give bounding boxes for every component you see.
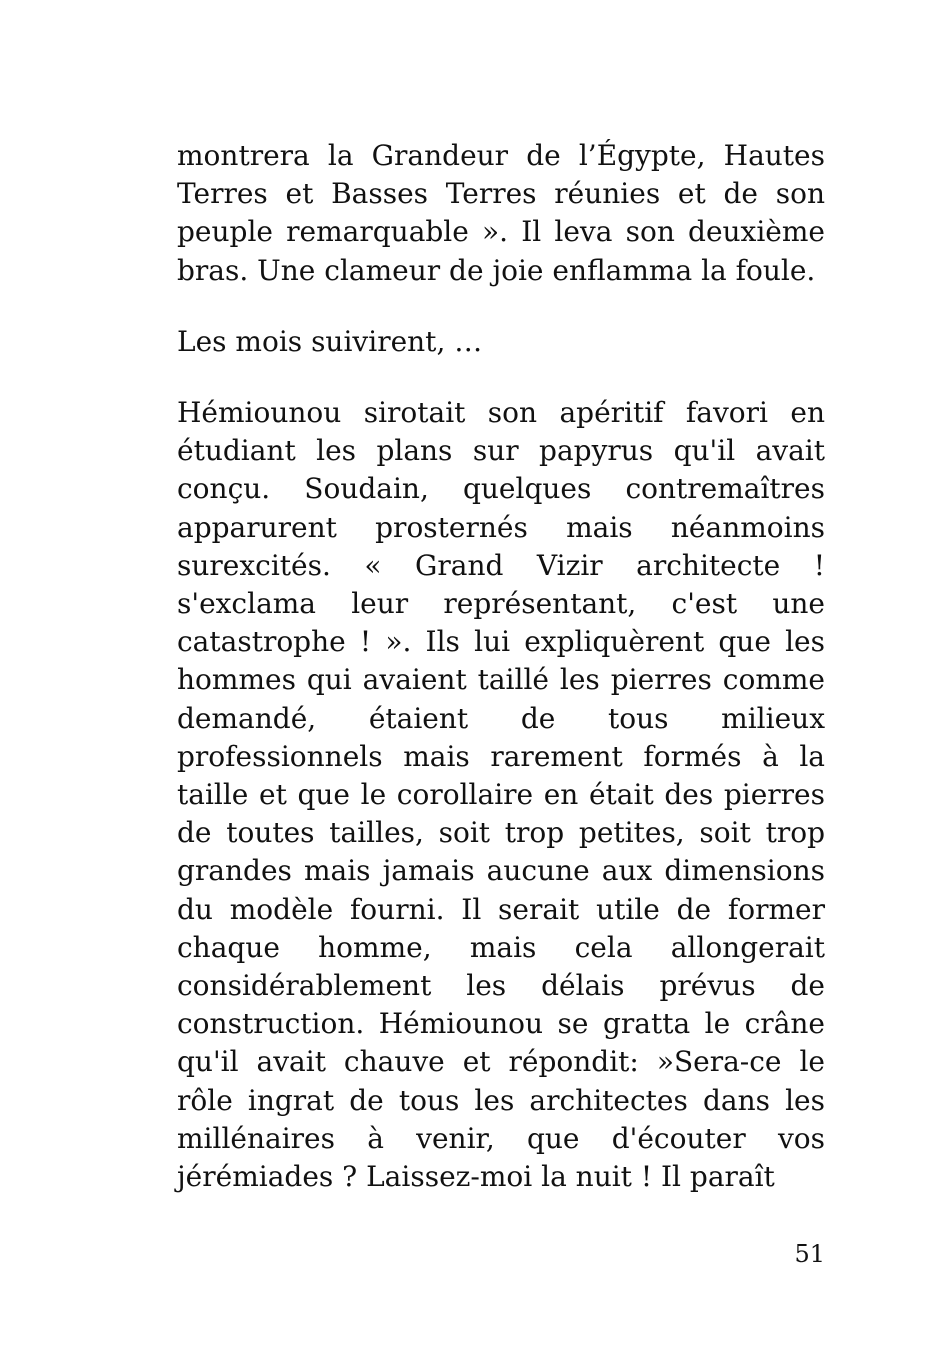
paragraph-1: montrera la Grandeur de l’Égypte, Hautes Terres et Basses Terres réunies et de son peuple remarquable ». Il leva son deuxième bras. Une clameur de joie enflamma la foule. bbox=[177, 139, 825, 287]
page-number: 51 bbox=[794, 1240, 825, 1268]
paragraph-gap bbox=[177, 290, 825, 323]
paragraph-3: Hémiounou sirotait son apéritif favori en étudiant les plans sur papyrus qu'il avait conçu. Soudain, quelques contremaîtres apparurent prosternés mais néanmoins surexcités. « Grand Vizir architecte ! s'exclama leur représentant, c'est une catastrophe ! ». Ils lui expliquèrent que les hommes qui avaient taillé les pierres comme demandé, étaient de tous milieux professionnels mais rarement formés à la taille et que le corollaire en était des pierres de toutes tailles, soit trop petites, soit trop grandes mais jamais aucune aux dimensions du modèle fourni. Il serait utile de former chaque homme, mais cela allongerait considérablement les délais prévus de construction. Hémiounou se gratta le crâne qu'il avait chauve et répondit: »Sera-ce le rôle ingrat de tous les architectes dans les millénaires à venir, que d'écouter vos jérémiades ? Laissez-moi la nuit ! Il paraît bbox=[177, 396, 825, 1194]
paragraph-2: Les mois suivirent, … bbox=[177, 324, 483, 358]
page-body bbox=[177, 137, 825, 1196]
paragraph-gap bbox=[177, 361, 825, 394]
